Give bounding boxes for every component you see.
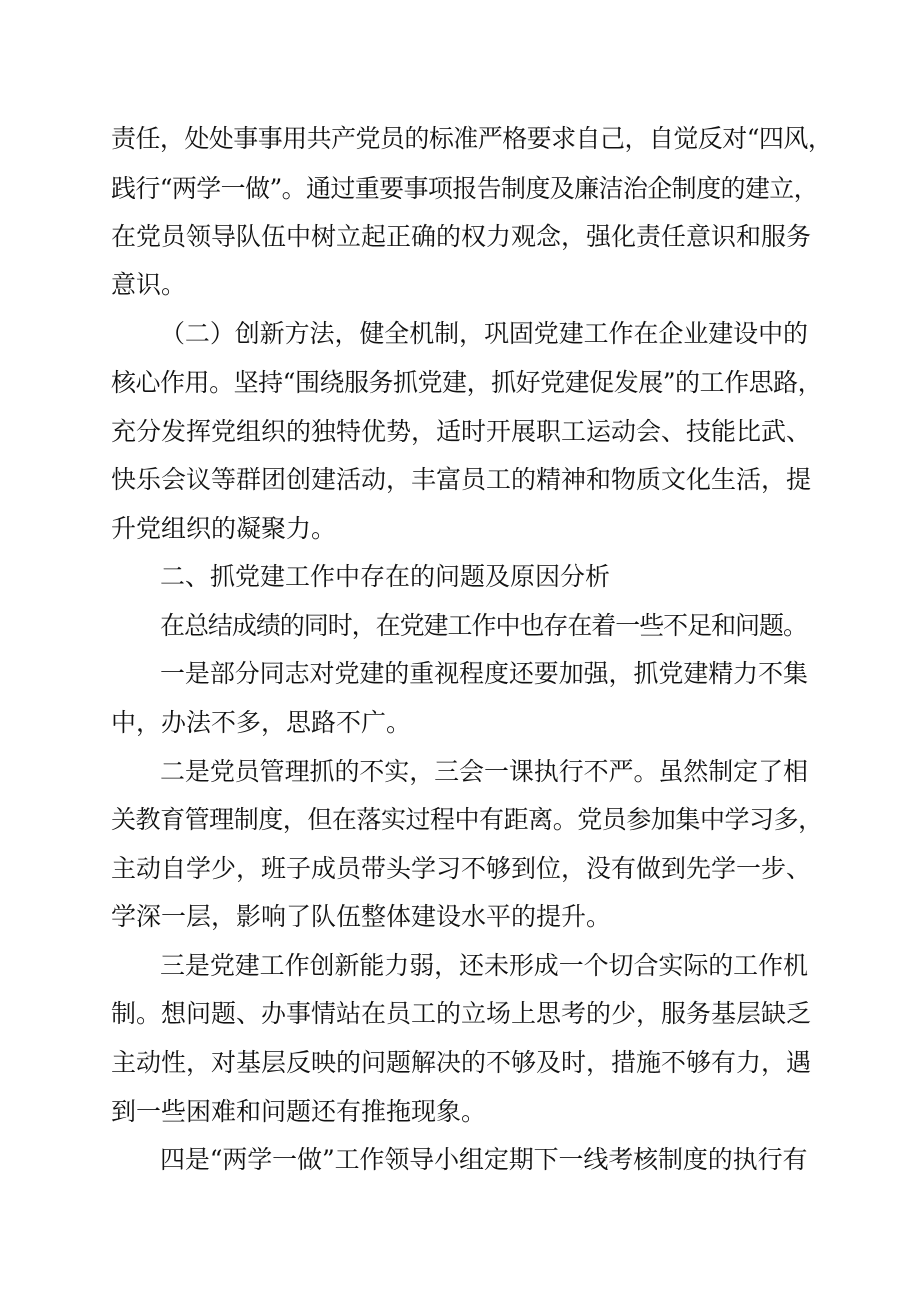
text-line: 主动性，对基层反映的问题解决的不够及时，措施不够有力，遇: [111, 1048, 812, 1077]
text-line: 快乐会议等群团创建活动，丰富员工的精神和物质文化生活，提: [111, 465, 812, 494]
text-line: 到一些困难和问题还有推拖现象。: [111, 1097, 487, 1126]
text-line: 一是部分同志对党建的重视程度还要加强，抓党建精力不集: [160, 659, 808, 688]
text-line: 主动自学少，班子成员带头学习不够到位，没有做到先学一步、: [111, 854, 812, 883]
text-line: 四是“两学一做”工作领导小组定期下一线考核制度的执行有: [160, 1145, 808, 1174]
text-line: 二是党员管理抓的不实，三会一课执行不严。虽然制定了相: [160, 757, 808, 786]
text-line: 中，办法不多，思路不广。: [111, 708, 412, 737]
text-line: 践行“两学一做”。通过重要事项报告制度及廉洁治企制度的建立，: [111, 174, 818, 203]
text-line: 在总结成绩的同时，在党建工作中也存在着一些不足和问题。: [160, 611, 807, 640]
text-line: 关教育管理制度，但在落实过程中有距离。党员参加集中学习多，: [111, 805, 823, 834]
section-heading: 二、抓党建工作中存在的问题及原因分析: [160, 562, 611, 591]
text-line: 意识。: [111, 270, 187, 299]
text-line: 责任，处处事事用共产党员的标准严格要求自己，自觉反对“四风，: [111, 124, 833, 153]
text-line: 三是党建工作创新能力弱，还未形成一个切合实际的工作机: [160, 951, 808, 980]
text-line: 学深一层，影响了队伍整体建设水平的提升。: [111, 902, 612, 931]
text-line: 核心作用。坚持“围绕服务抓党建，抓好党建促发展”的工作思路，: [111, 368, 823, 397]
section-heading: （二）创新方法，健全机制，巩固党建工作在企业建设中的: [160, 319, 808, 348]
text-line: 充分发挥党组织的独特优势，适时开展职工运动会、技能比武、: [111, 417, 812, 446]
text-line: 升党组织的凝聚力。: [111, 514, 337, 543]
text-line: 在党员领导队伍中树立起正确的权力观念，强化责任意识和服务: [111, 222, 812, 251]
text-line: 制。想问题、办事情站在员工的立场上思考的少，服务基层缺乏: [111, 999, 812, 1028]
